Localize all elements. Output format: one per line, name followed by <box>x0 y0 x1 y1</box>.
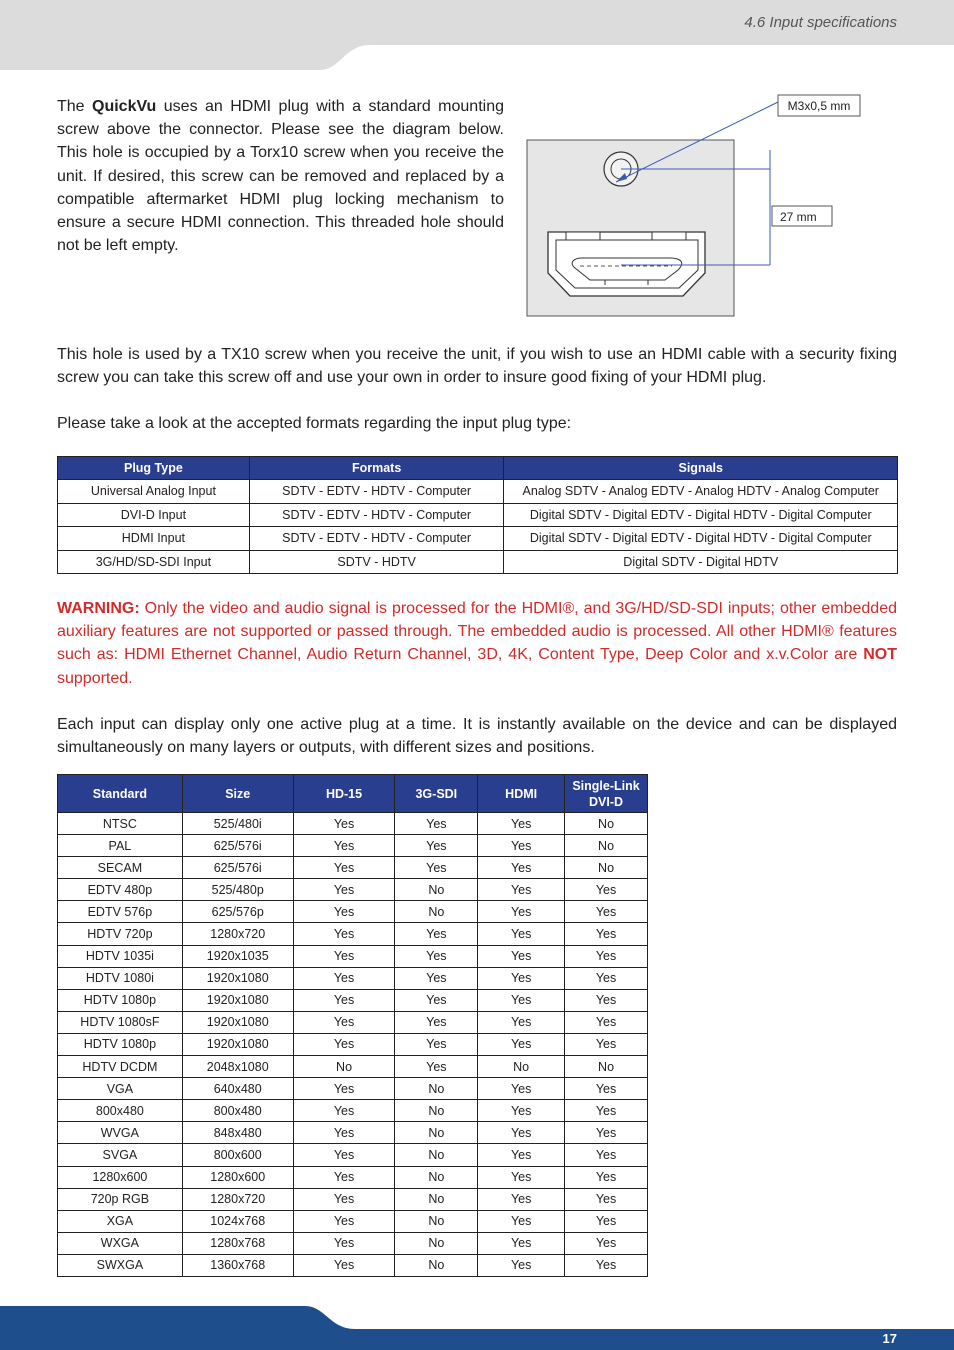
table-cell: Yes <box>293 879 395 901</box>
table-cell: Yes <box>293 857 395 879</box>
table-cell: Yes <box>293 1100 395 1122</box>
formats-intro-paragraph: Please take a look at the accepted formats regarding the input plug type: <box>57 415 572 432</box>
table-cell: Yes <box>293 923 395 945</box>
table-cell: Yes <box>565 1188 648 1210</box>
table-cell: Yes <box>565 1210 648 1232</box>
table-row <box>58 550 898 574</box>
table-cell: Yes <box>478 1166 565 1188</box>
table-cell: Yes <box>478 857 565 879</box>
table-row <box>58 503 898 527</box>
table-cell: Yes <box>478 1100 565 1122</box>
table-cell: Yes <box>565 1144 648 1166</box>
table-row <box>58 1232 648 1254</box>
table-cell: Yes <box>565 923 648 945</box>
table-cell: Yes <box>565 1166 648 1188</box>
table-cell: 1280x720 <box>182 1188 293 1210</box>
table-cell: WXGA <box>58 1232 183 1254</box>
table-cell: No <box>478 1056 565 1078</box>
table-cell: Yes <box>293 1078 395 1100</box>
table-cell: Yes <box>478 879 565 901</box>
screw-size-label: M3x0,5 mm <box>787 99 851 113</box>
table-cell: SDTV - EDTV - HDTV - Computer <box>249 527 504 551</box>
table-cell: Digital SDTV - Digital EDTV - Digital HDTV - Digital Computer <box>504 503 898 527</box>
table-cell: 1920x1035 <box>182 945 293 967</box>
table-cell: No <box>395 1232 478 1254</box>
table-cell: 625/576p <box>182 901 293 923</box>
table-cell: HDTV DCDM <box>58 1056 183 1078</box>
table-cell: Yes <box>293 1144 395 1166</box>
column-header: Size <box>182 775 293 813</box>
table-cell: 1920x1080 <box>182 1011 293 1033</box>
table-cell: Yes <box>478 1078 565 1100</box>
standards-table <box>57 774 648 1277</box>
table-cell: Yes <box>395 945 478 967</box>
column-header: 3G-SDI <box>395 775 478 813</box>
table-cell: Yes <box>293 901 395 923</box>
table-row <box>58 1100 648 1122</box>
table-row <box>58 480 898 504</box>
table-cell: No <box>565 1056 648 1078</box>
not-emphasis: NOT <box>863 646 897 664</box>
table-row <box>58 967 648 989</box>
table-cell: Yes <box>478 1144 565 1166</box>
table-row <box>58 1122 648 1144</box>
table-cell: Yes <box>395 857 478 879</box>
table-cell: Yes <box>565 1254 648 1276</box>
table-cell: Yes <box>293 1011 395 1033</box>
table-cell: Yes <box>478 835 565 857</box>
table-row <box>58 835 648 857</box>
table-cell: Yes <box>293 1122 395 1144</box>
table-cell: 1920x1080 <box>182 989 293 1011</box>
table-cell: Yes <box>478 1122 565 1144</box>
table-row <box>58 1056 648 1078</box>
table-cell: Yes <box>565 1078 648 1100</box>
table-cell: Yes <box>565 879 648 901</box>
formats-table <box>57 456 898 574</box>
column-header: HDMI <box>478 775 565 813</box>
table-cell: 2048x1080 <box>182 1056 293 1078</box>
table-cell: No <box>395 1122 478 1144</box>
table-cell: 640x480 <box>182 1078 293 1100</box>
table-cell: Yes <box>478 901 565 923</box>
table-cell: Yes <box>478 967 565 989</box>
table-cell: 3G/HD/SD-SDI Input <box>58 550 250 574</box>
table-cell: Yes <box>293 835 395 857</box>
table-cell: HDTV 720p <box>58 923 183 945</box>
table-cell: Yes <box>478 1188 565 1210</box>
table-cell: SWXGA <box>58 1254 183 1276</box>
table-cell: 1280x720 <box>182 923 293 945</box>
header-signals: Signals <box>504 457 898 480</box>
table-cell: Digital SDTV - Digital HDTV <box>504 550 898 574</box>
table-row <box>58 857 648 879</box>
table-cell: Yes <box>565 1033 648 1055</box>
table-cell: 625/576i <box>182 857 293 879</box>
table-cell: Yes <box>293 1232 395 1254</box>
table-cell: SDTV - EDTV - HDTV - Computer <box>249 503 504 527</box>
table-cell: Yes <box>293 967 395 989</box>
table-cell: Yes <box>478 1232 565 1254</box>
table-cell: HDTV 1035i <box>58 945 183 967</box>
table-cell: WVGA <box>58 1122 183 1144</box>
table-cell: VGA <box>58 1078 183 1100</box>
table-row <box>58 1188 648 1210</box>
intro-paragraph: The QuickVu uses an HDMI plug with a standard mounting screw above the connector. Please see the diagram below. This hole is occupied by a Torx10 screw when you receive the unit. If desired, this screw can be removed and replaced by a compatible aftermarket HDMI plug locking mechanism to ensure a secure HDMI connection. This threaded hole should not be left empty. <box>57 98 504 255</box>
page-header-band <box>0 0 954 70</box>
page-number: 17 <box>882 1331 897 1346</box>
table-cell: 1360x768 <box>182 1254 293 1276</box>
table-cell: Yes <box>478 1254 565 1276</box>
table-cell: No <box>395 1166 478 1188</box>
column-header: Standard <box>58 775 183 813</box>
table-cell: Universal Analog Input <box>58 480 250 504</box>
table-cell: Yes <box>395 1033 478 1055</box>
table-cell: 625/576i <box>182 835 293 857</box>
screw-paragraph: This hole is used by a TX10 screw when you receive the unit, if you wish to use an HDMI cable with a security fixing screw you can take this screw off and use your own in order to insure good fixing of your HDMI plug. <box>57 346 897 387</box>
table-row <box>58 1078 648 1100</box>
table-row <box>58 923 648 945</box>
active-plug-paragraph: Each input can display only one active plug at a time. It is instantly available on the device and can be displayed simultaneously on many layers or outputs, with different sizes and positions. <box>57 716 897 757</box>
table-cell: No <box>395 1078 478 1100</box>
table-cell: Yes <box>478 989 565 1011</box>
table-cell: Yes <box>293 945 395 967</box>
table-cell: Yes <box>395 989 478 1011</box>
table-cell: 720p RGB <box>58 1188 183 1210</box>
table-row <box>58 1033 648 1055</box>
table-cell: Yes <box>565 967 648 989</box>
table-cell: 525/480p <box>182 879 293 901</box>
table-cell: Yes <box>293 1166 395 1188</box>
table-cell: Yes <box>395 967 478 989</box>
table-row <box>58 945 648 967</box>
table-row <box>58 879 648 901</box>
table-cell: Yes <box>478 923 565 945</box>
table-cell: Yes <box>565 1011 648 1033</box>
table-cell: EDTV 480p <box>58 879 183 901</box>
table-cell: Yes <box>478 945 565 967</box>
table-cell: EDTV 576p <box>58 901 183 923</box>
distance-label: 27 mm <box>780 210 817 224</box>
table-cell: No <box>395 1210 478 1232</box>
table-cell: No <box>293 1056 395 1078</box>
table-cell: DVI-D Input <box>58 503 250 527</box>
table-cell: No <box>565 835 648 857</box>
table-cell: No <box>395 879 478 901</box>
table-cell: 800x600 <box>182 1144 293 1166</box>
table-cell: 1920x1080 <box>182 1033 293 1055</box>
table-row <box>58 813 648 835</box>
table-row <box>58 1166 648 1188</box>
header-plug-type: Plug Type <box>58 457 250 480</box>
table-cell: Digital SDTV - Digital EDTV - Digital HDTV - Digital Computer <box>504 527 898 551</box>
table-cell: 1280x768 <box>182 1232 293 1254</box>
table-cell: No <box>395 1254 478 1276</box>
table-cell: Yes <box>293 989 395 1011</box>
table-cell: SDTV - HDTV <box>249 550 504 574</box>
table-cell: Yes <box>293 813 395 835</box>
table-cell: Yes <box>478 1210 565 1232</box>
table-row <box>58 527 898 551</box>
table-cell: SVGA <box>58 1144 183 1166</box>
table-cell: Yes <box>565 901 648 923</box>
table-cell: Yes <box>293 1254 395 1276</box>
table-cell: HDTV 1080p <box>58 1033 183 1055</box>
table-cell: Yes <box>565 1122 648 1144</box>
table-row <box>58 1144 648 1166</box>
table-cell: Yes <box>478 1011 565 1033</box>
table-cell: HDTV 1080sF <box>58 1011 183 1033</box>
standards-table-header <box>58 775 648 813</box>
table-cell: Yes <box>478 813 565 835</box>
table-cell: Yes <box>565 1100 648 1122</box>
section-title: 4.6 Input specifications <box>744 14 897 31</box>
hdmi-connector-diagram <box>520 90 880 330</box>
table-row <box>58 901 648 923</box>
table-cell: No <box>395 1188 478 1210</box>
table-cell: Yes <box>293 1033 395 1055</box>
warning-label: WARNING: <box>57 600 140 617</box>
table-cell: Yes <box>293 1210 395 1232</box>
table-cell: No <box>565 857 648 879</box>
table-cell: Yes <box>395 1056 478 1078</box>
table-cell: SDTV - EDTV - HDTV - Computer <box>249 480 504 504</box>
table-cell: Yes <box>395 813 478 835</box>
table-cell: XGA <box>58 1210 183 1232</box>
table-row <box>58 1210 648 1232</box>
product-name: QuickVu <box>92 98 157 115</box>
table-cell: Yes <box>395 1011 478 1033</box>
page-footer-band <box>0 1300 954 1350</box>
table-row <box>58 1254 648 1276</box>
table-cell: 1280x600 <box>182 1166 293 1188</box>
table-cell: HDMI Input <box>58 527 250 551</box>
table-cell: 1024x768 <box>182 1210 293 1232</box>
table-cell: NTSC <box>58 813 183 835</box>
table-cell: Yes <box>565 989 648 1011</box>
table-cell: Yes <box>565 945 648 967</box>
table-cell: Yes <box>478 1033 565 1055</box>
table-cell: No <box>395 1100 478 1122</box>
table-cell: Yes <box>293 1188 395 1210</box>
table-cell: 1920x1080 <box>182 967 293 989</box>
table-cell: No <box>395 901 478 923</box>
table-cell: No <box>565 813 648 835</box>
table-cell: PAL <box>58 835 183 857</box>
table-row <box>58 989 648 1011</box>
warning-paragraph: WARNING: Only the video and audio signal is processed for the HDMI®, and 3G/HD/SD-SDI inputs; other embedded auxiliary features are not supported or passed through. The embedded audio is processed. All other HDMI® features such as: HDMI Ethernet Channel, Audio Return Channel, 3D, 4K, Content Type, Deep Color and x.v.Color are NOT supported. <box>57 600 897 687</box>
formats-table-header <box>58 457 898 480</box>
table-cell: 848x480 <box>182 1122 293 1144</box>
table-cell: 1280x600 <box>58 1166 183 1188</box>
table-row <box>58 1011 648 1033</box>
column-header: HD-15 <box>293 775 395 813</box>
table-cell: Yes <box>565 1232 648 1254</box>
table-cell: No <box>395 1144 478 1166</box>
column-header: Single-Link DVI-D <box>565 775 648 813</box>
table-cell: 800x480 <box>58 1100 183 1122</box>
table-cell: 800x480 <box>182 1100 293 1122</box>
table-cell: 525/480i <box>182 813 293 835</box>
header-formats: Formats <box>249 457 504 480</box>
table-cell: HDTV 1080i <box>58 967 183 989</box>
table-cell: SECAM <box>58 857 183 879</box>
table-cell: Yes <box>395 835 478 857</box>
table-cell: HDTV 1080p <box>58 989 183 1011</box>
table-cell: Yes <box>395 923 478 945</box>
table-cell: Analog SDTV - Analog EDTV - Analog HDTV - Analog Computer <box>504 480 898 504</box>
